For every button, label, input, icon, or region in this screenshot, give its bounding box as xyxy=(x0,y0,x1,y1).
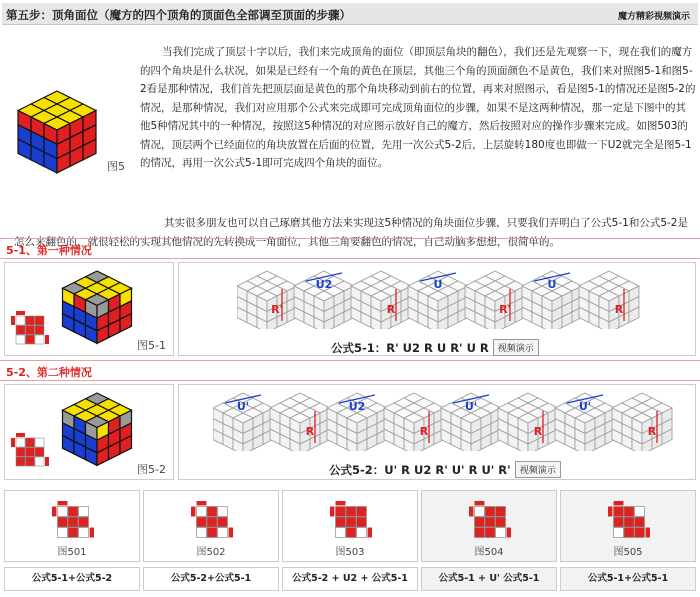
case-figure-cell xyxy=(143,490,279,562)
case-figure-caption: 图502 xyxy=(196,547,226,558)
formula-5-1 xyxy=(331,339,539,356)
top-view-diagram-5-2 xyxy=(11,433,49,471)
move-label: R xyxy=(386,303,396,316)
move-label: U xyxy=(433,278,443,291)
move-label: R xyxy=(647,425,657,438)
move-cube xyxy=(270,393,330,451)
case-formula: 公式5-1+公式5-1 xyxy=(560,567,696,591)
case-formula: 公式5-2+公式5-1 xyxy=(143,567,279,591)
move-label: U2 xyxy=(315,278,333,291)
figure-5-1-panel xyxy=(4,262,174,356)
case-formula: 公式5-2 + U2 + 公式5-1 xyxy=(282,567,418,591)
top-view-diagram xyxy=(52,501,94,543)
case-figure-cell xyxy=(4,490,140,562)
case-formula: 公式5-1 + U' 公式5-1 xyxy=(421,567,557,591)
move-cube xyxy=(327,393,387,451)
divider xyxy=(0,360,700,361)
move-label: R xyxy=(305,425,315,438)
figure-5-2-caption: 图5-2 xyxy=(137,463,166,476)
formula-5-1-text: 公式5-1：R' U2 R U R' U R xyxy=(331,341,489,355)
move-label: U' xyxy=(236,400,250,413)
move-cube xyxy=(498,393,558,451)
case-figure-cell xyxy=(421,490,557,562)
formula-5-1-panel xyxy=(178,262,696,356)
figure-5-1-caption: 图5-1 xyxy=(137,339,166,352)
move-label: U xyxy=(547,278,557,291)
step-header xyxy=(2,3,698,25)
step-title: 第五步：顶角面位（魔方的四个顶角的顶面色全部调至顶面的步骤） xyxy=(6,8,351,22)
intro-paragraph-1: 当我们完成了顶层十字以后，我们来完成顶角的面位（即顶层角块的翻色），我们还是先观察一下，现在我们的魔方的四个角块是什么状况，如果是已经有一个角的黄色在顶层，其他三个角的顶面颜色不是黄色，我们来对照图5-1和图5-2看是那种情况，我们首先把顶层面是黄色的那个角块移动到前右的位置，再来对照图示，看是图5-1的情况还是图5-2的情况，是那种情况，我们对应用那个公式来完成即可完成顶角面位的步骤，如果不是这两种情况，那一定是下图中的其他5种情况其中的一种情况，按照这5种情况的对应图示放好自己的魔方，然后按照对应的操作步骤来完成。如图503的情况，顶层两个已经面位的角块放置在后面的位置，先用一次公式5-2后，上层旋转180度也即做一下U2就完全是图5-1的情况，再用一次公式5-1即可完成四个角块的面位。 xyxy=(140,46,696,169)
top-view-diagram-5-1 xyxy=(11,311,49,349)
move-cube xyxy=(555,393,615,451)
move-label: R' xyxy=(499,303,511,316)
move-label: U' xyxy=(578,400,592,413)
section-heading-5-2: 5-2、第二种情况 xyxy=(6,366,92,379)
case-formula: 公式5-1+公式5-2 xyxy=(4,567,140,591)
video-demo-button[interactable]: 视频演示 xyxy=(515,461,561,478)
case-figure-caption: 图501 xyxy=(57,547,87,558)
formula-5-2-panel xyxy=(178,384,696,480)
case-figure-cell xyxy=(282,490,418,562)
section-heading-5-1: 5-1、第一种情况 xyxy=(6,244,92,257)
move-cube xyxy=(579,271,639,329)
video-demo-button[interactable]: 视频演示 xyxy=(493,339,539,356)
move-label: U' xyxy=(464,400,478,413)
intro-figure-caption: 图5 xyxy=(107,160,125,173)
divider xyxy=(0,238,700,239)
case-figure-caption: 图504 xyxy=(474,547,504,558)
formula-5-2-text: 公式5-2：U' R U2 R' U' R U' R' xyxy=(329,463,511,477)
move-label: R' xyxy=(271,303,283,316)
move-label: R xyxy=(533,425,543,438)
move-cube xyxy=(441,393,501,451)
divider xyxy=(0,258,700,259)
move-cube xyxy=(213,393,273,451)
move-sequence-5-1 xyxy=(237,269,647,329)
cube-image-5-2 xyxy=(59,391,135,471)
move-label: R xyxy=(614,303,624,316)
move-cube xyxy=(384,393,444,451)
move-cube xyxy=(237,271,297,329)
move-cube xyxy=(465,271,525,329)
top-view-diagram xyxy=(608,501,650,543)
intro-paragraph-2: 其实很多朋友也可以自己琢磨其他方法来实现这5种情况的角块面位步骤，只要我们弄明白了公式5-1和公式5-2是怎么来翻色的，就很轻松的实现其他情况的先转换成一角面位，其他三角要翻色的情况，自己动脑多想想，很简单的。 xyxy=(14,217,688,248)
move-label: U2 xyxy=(348,400,366,413)
top-view-diagram xyxy=(191,501,233,543)
move-sequence-5-2 xyxy=(213,391,683,451)
case-figure-caption: 图503 xyxy=(335,547,365,558)
divider xyxy=(0,380,700,381)
move-label: R xyxy=(419,425,429,438)
case-figure-cell xyxy=(560,490,696,562)
case-figure-caption: 图505 xyxy=(613,547,643,558)
move-cube xyxy=(294,271,354,329)
cube-image-5-1 xyxy=(59,269,135,349)
figure-5-2-panel xyxy=(4,384,174,480)
video-link[interactable]: 魔方精彩视频演示 xyxy=(617,12,690,22)
intro-cube-image xyxy=(12,88,102,178)
move-cube xyxy=(351,271,411,329)
formula-5-2 xyxy=(329,461,561,478)
move-cube xyxy=(408,271,468,329)
move-cube xyxy=(612,393,672,451)
top-view-diagram xyxy=(469,501,511,543)
move-cube xyxy=(522,271,582,329)
top-view-diagram xyxy=(330,501,372,543)
